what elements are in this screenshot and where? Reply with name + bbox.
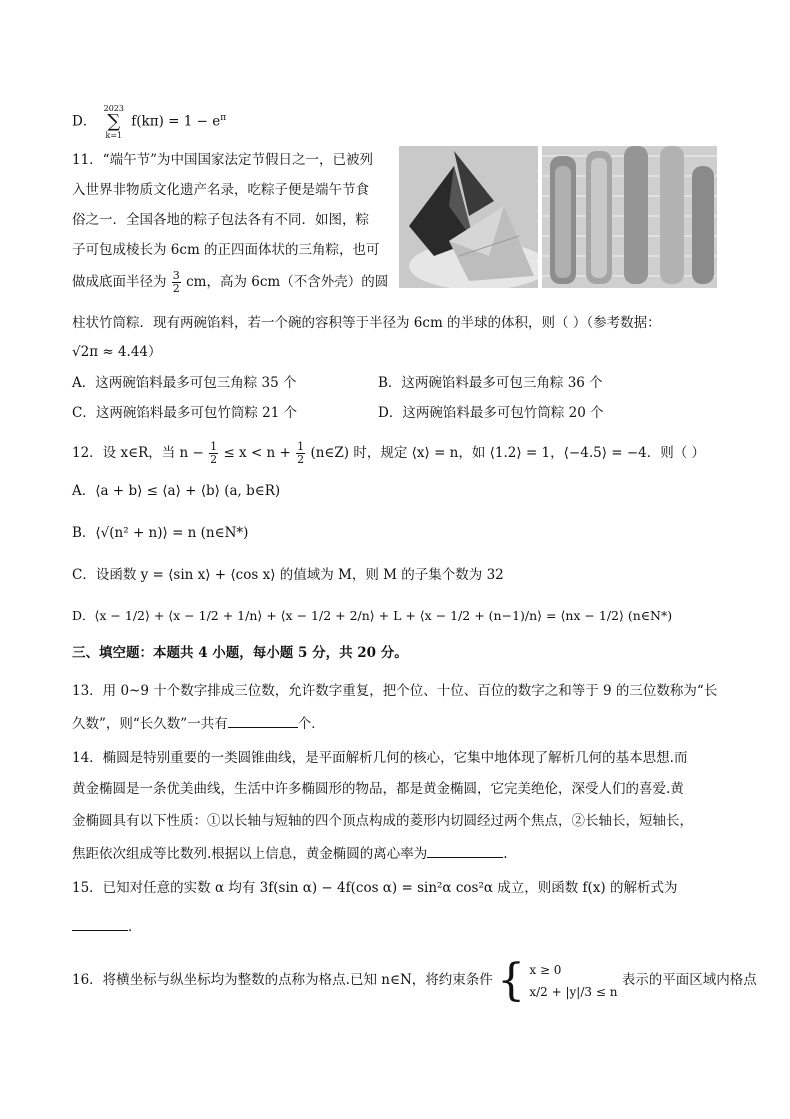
fraction-denominator: 2 bbox=[172, 282, 180, 295]
left-brace-icon: { bbox=[497, 954, 526, 1006]
triangle-zongzi-icon bbox=[399, 146, 538, 288]
q14-line-4-start: 焦距依次组成等比数列.根据以上信息，黄金椭圆的离心率为 bbox=[72, 846, 428, 862]
q12-stem-part-1: 12．设 x∈R，当 n − bbox=[72, 445, 204, 461]
q13-line-1: 13．用 0~9 十个数字排成三位数，允许数字重复，把个位、十位、百位的数字之和等于 9 的三位数称为“长 bbox=[72, 683, 718, 699]
q12-stem bbox=[72, 441, 705, 466]
q11-radius-fraction bbox=[172, 270, 181, 295]
q14-line-2: 黄金椭圆是一条优美曲线，生活中许多椭圆形的物品，都是黄金椭圆，它完美绝伦，深受人们的喜爱.黄 bbox=[72, 781, 684, 797]
q14-line-1: 14．椭圆是特别重要的一类圆锥曲线，是平面解析几何的核心，它集中地体现了解析几何的基本思想.而 bbox=[72, 750, 688, 766]
q14-answer-blank bbox=[427, 843, 503, 858]
q13-line-2-end: 个． bbox=[297, 716, 325, 732]
q10-option-d bbox=[72, 104, 226, 140]
q11-line-4: 子可包成棱长为 6cm 的正四面体状的三角粽，也可 bbox=[72, 242, 380, 258]
zongzi-triangle-photo bbox=[399, 146, 538, 288]
q16-stem bbox=[72, 952, 757, 1008]
q11-line-5 bbox=[72, 270, 388, 295]
fraction-numerator: 3 bbox=[172, 269, 180, 282]
q12-fraction-2 bbox=[296, 441, 305, 466]
q11-line-5-start: 做成底面半径为 bbox=[72, 274, 167, 290]
fraction-denominator: 2 bbox=[210, 453, 218, 466]
q16-stem-start: 16．将横坐标与纵坐标均为整数的点称为格点.已知 n∈N，将约束条件 bbox=[72, 972, 493, 988]
q16-constraint-system bbox=[529, 959, 617, 1003]
q12-option-a: A．⟨a + b⟩ ≤ ⟨a⟩ + ⟨b⟩ (a, b∈R) bbox=[72, 483, 281, 499]
fraction-denominator: 2 bbox=[297, 453, 305, 466]
q12-fraction-1 bbox=[209, 441, 218, 466]
q12-option-c: C．设函数 y = ⟨sin x⟩ + ⟨cos x⟩ 的值域为 M，则 M 的子集个数为 32 bbox=[72, 567, 504, 583]
q11-line-5-end: cm，高为 6cm（不含外壳）的圆 bbox=[186, 274, 389, 290]
q11-option-a: A．这两碗馅料最多可包三角粽 35 个 bbox=[72, 375, 297, 391]
bamboo-tube-zongzi-icon bbox=[542, 146, 717, 288]
q16-constraint-1: x ≥ 0 bbox=[529, 962, 562, 977]
q11-line-3: 俗之一．全国各地的粽子包法各有不同．如图，粽 bbox=[72, 212, 369, 228]
q13-answer-blank bbox=[228, 713, 298, 728]
q10-option-label: D． bbox=[72, 113, 97, 130]
q16-constraint-2: x/2 + |y|/3 ≤ n bbox=[529, 984, 618, 999]
q12-stem-part-2: ≤ x < n + bbox=[223, 445, 291, 461]
sum-upper-limit: 2023 bbox=[103, 104, 124, 113]
q11-line-6: 柱状竹筒粽．现有两碗馅料，若一个碗的容积等于半径为 6cm 的半球的体积，则（ ）（参考数据： bbox=[72, 315, 661, 331]
q12-option-d: D．⟨x − 1/2⟩ + ⟨x − 1/2 + 1/n⟩ + ⟨x − 1/2 + 2/n⟩ + L + ⟨x − 1/2 + (n−1)/n⟩ = ⟨nx − 1/2⟩ (n∈N*) bbox=[72, 608, 673, 623]
q10-expression: f(kπ) = 1 − e bbox=[131, 113, 221, 130]
q11-line-7: √2π ≈ 4.44） bbox=[72, 344, 162, 360]
q15-line-2 bbox=[72, 916, 142, 937]
q11-option-b: B．这两碗馅料最多可包三角粽 36 个 bbox=[378, 375, 603, 391]
q11-option-d: D．这两碗馅料最多可包竹筒粽 20 个 bbox=[378, 405, 604, 421]
q13-line-2 bbox=[72, 713, 325, 734]
fraction-numerator: 1 bbox=[210, 440, 218, 453]
q12-stem-part-3: (n∈Z) 时，规定 ⟨x⟩ = n，如 ⟨1.2⟩ = 1，⟨−4.5⟩ = −4．则（ ） bbox=[310, 445, 706, 461]
q15-answer-blank bbox=[72, 916, 128, 931]
fraction-numerator: 1 bbox=[297, 440, 305, 453]
q14-line-4 bbox=[72, 843, 508, 864]
bamboo-zongzi-photo bbox=[542, 146, 717, 288]
q14-line-4-end: . bbox=[503, 846, 508, 862]
section-3-heading: 三、填空题：本题共 4 小题，每小题 5 分，共 20 分。 bbox=[72, 645, 408, 661]
q15-line-1: 15．已知对任意的实数 α 均有 3f(sin α) − 4f(cos α) = sin²α cos²α 成立，则函数 f(x) 的解析式为 bbox=[72, 880, 678, 896]
q11-line-1: 11．“端午节”为中国国家法定节假日之一，已被列 bbox=[72, 152, 373, 168]
sum-lower-limit: k=1 bbox=[105, 131, 123, 140]
q12-option-b: B．⟨√(n² + n)⟩ = n (n∈N*) bbox=[72, 525, 249, 541]
q13-line-2-start: 久数”，则“长久数”一共有 bbox=[72, 716, 228, 732]
q11-line-2: 入世界非物质文化遗产名录，吃粽子便是端午节食 bbox=[72, 182, 369, 198]
q16-stem-end: 表示的平面区域内格点 bbox=[621, 972, 757, 988]
q14-line-3: 金椭圆具有以下性质：①以长轴与短轴的四个顶点构成的菱形内切圆经过两个焦点，②长轴长，短轴长， bbox=[72, 813, 693, 829]
q11-option-c: C．这两碗馅料最多可包竹筒粽 21 个 bbox=[72, 405, 298, 421]
summation bbox=[104, 104, 124, 140]
q15-line-2-end: ． bbox=[128, 919, 142, 935]
sigma-icon: ∑ bbox=[107, 111, 121, 132]
q10-expression-exponent: π bbox=[220, 113, 227, 123]
